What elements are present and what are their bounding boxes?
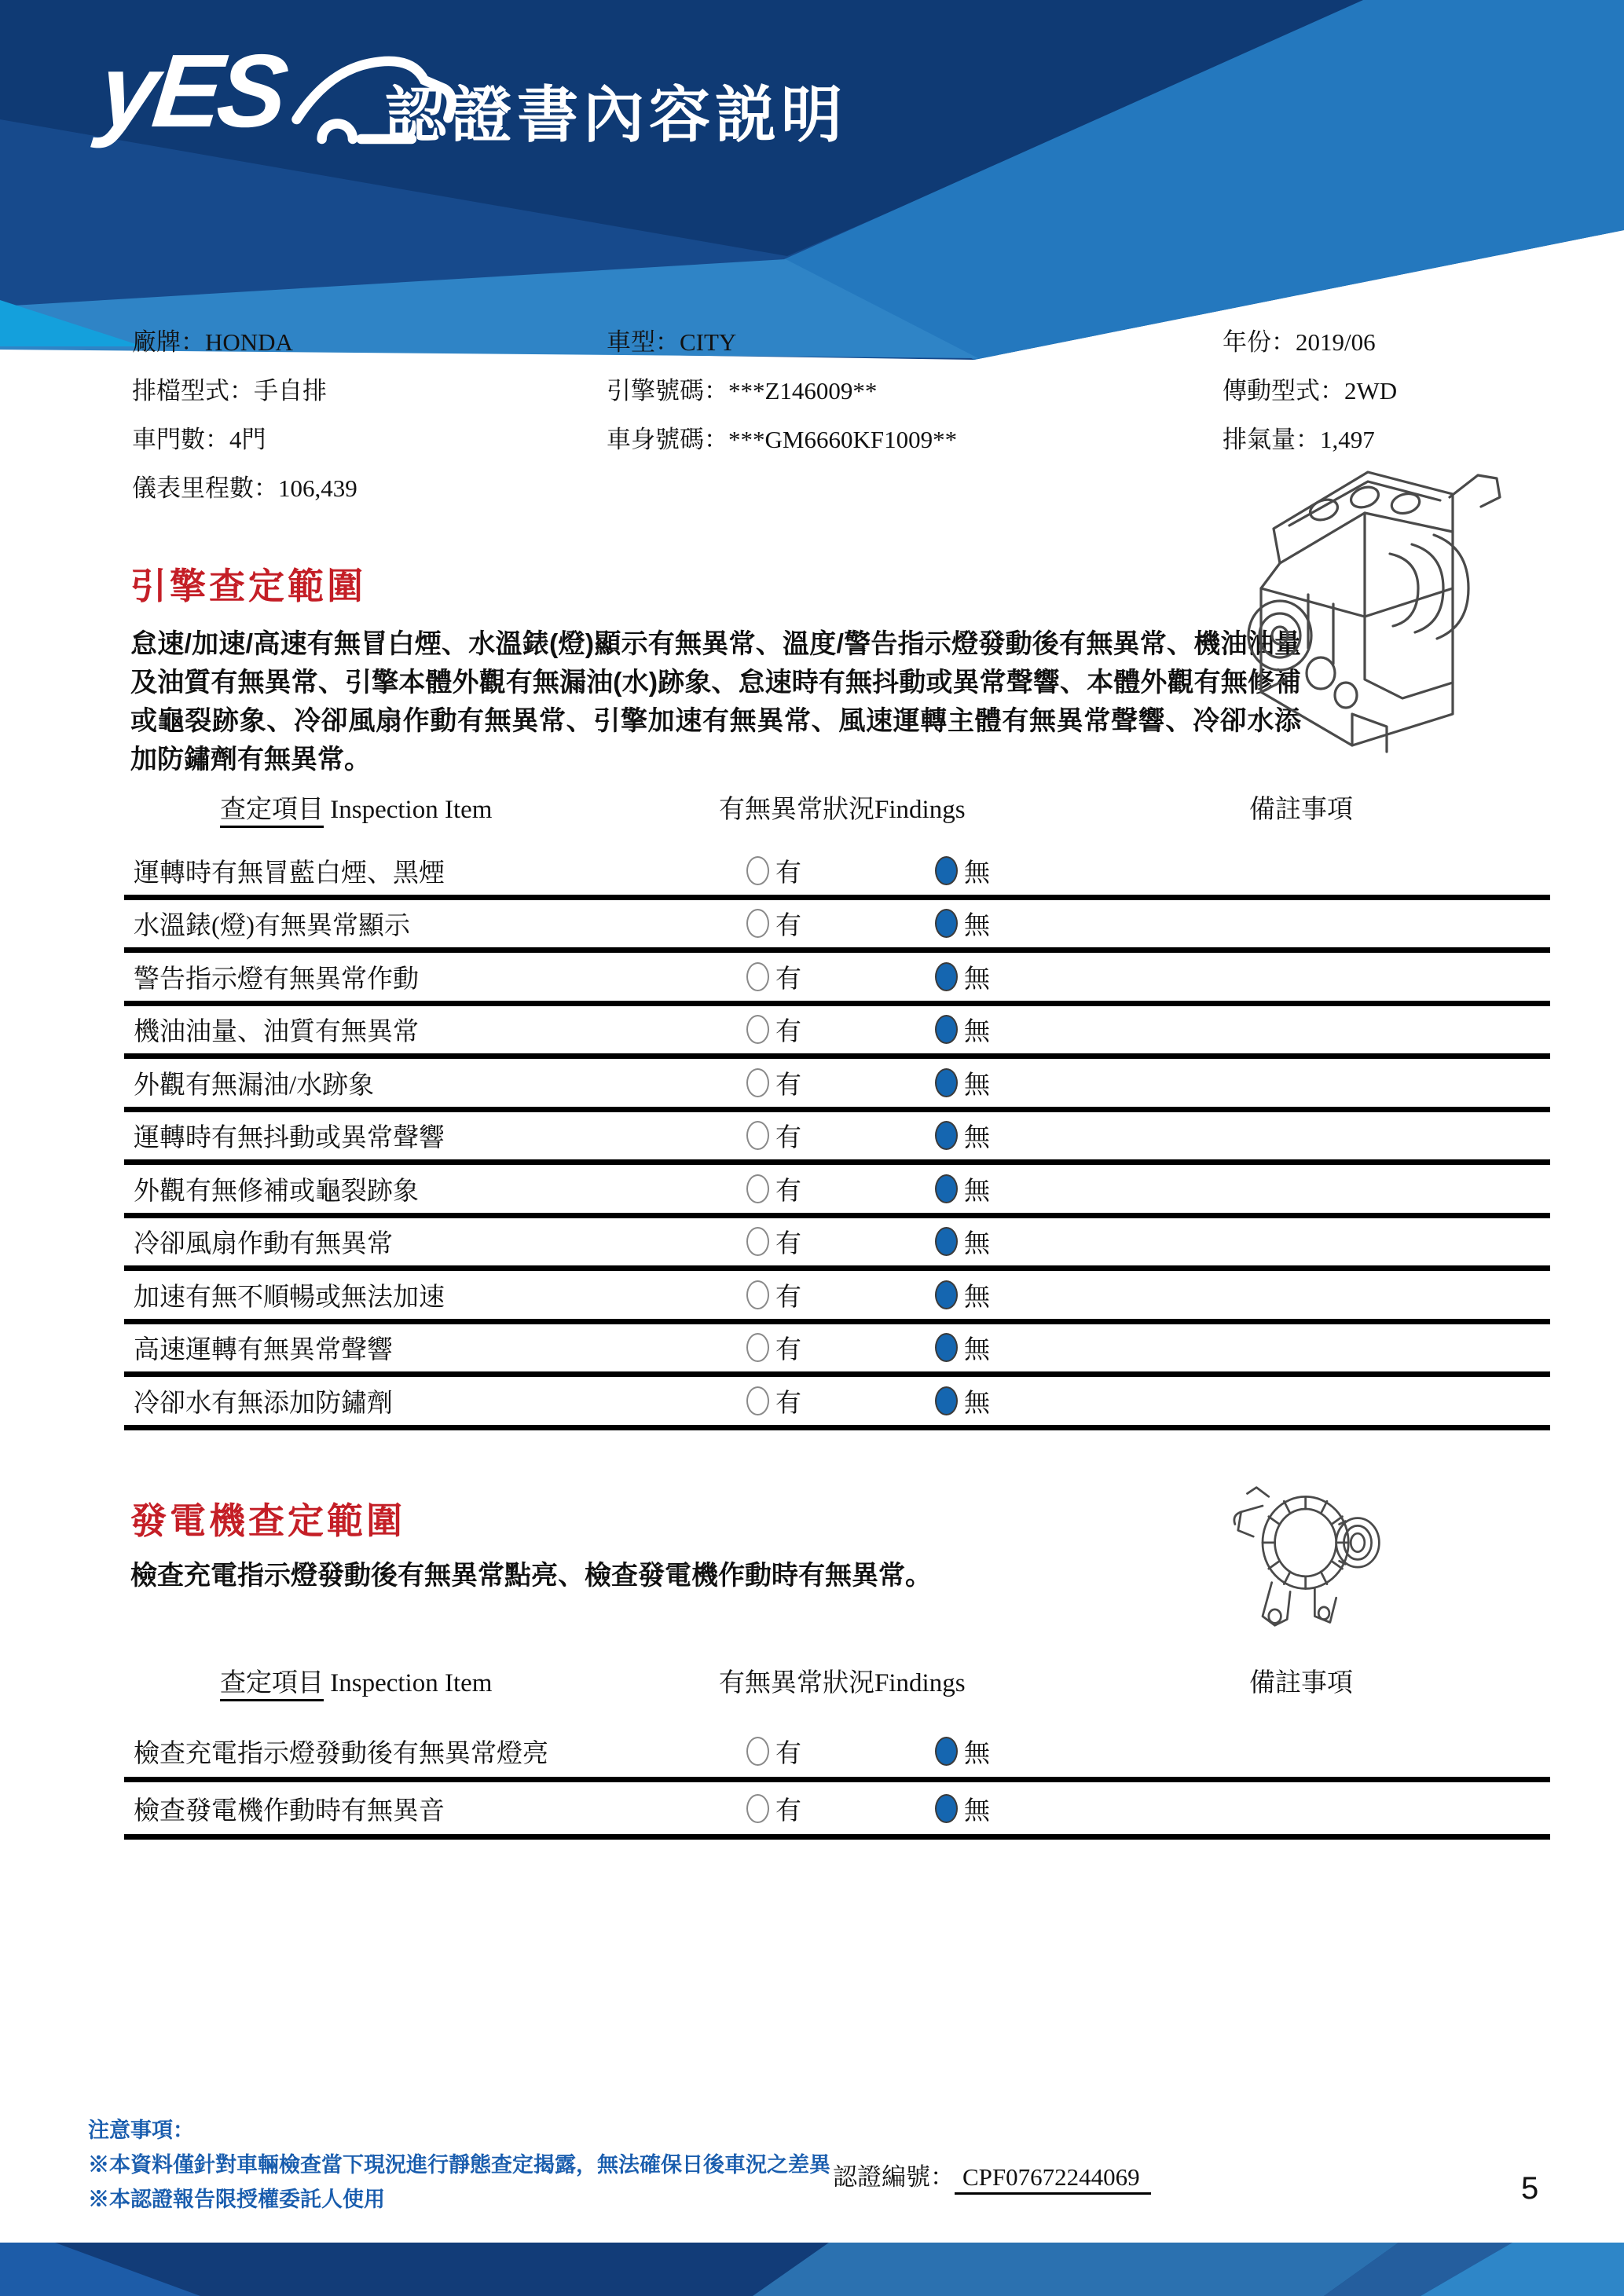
radio-no-icon[interactable] [935,1015,958,1044]
header-findings: 有無異常狀況Findings [719,796,966,824]
notes-title: 注意事項： [88,2118,194,2142]
radio-yes-label: 有 [775,1739,801,1768]
radio-yes-label: 有 [775,1796,801,1825]
radio-yes-icon[interactable] [746,1174,769,1203]
finding-no-option[interactable] [935,1064,990,1101]
radio-yes-icon[interactable] [746,1737,769,1766]
vehicle-info-line: 年份：2019/06 [1223,328,1376,356]
inspection-item-label: 檢查充電指示燈發動後有無異常燈亮 [134,1739,548,1768]
header-notes: 備註事項 [1249,1669,1353,1697]
header-notes: 備註事項 [1249,796,1353,824]
inspection-item-label: 運轉時有無冒藍白煙、黑煙 [134,859,445,888]
radio-no-label: 無 [964,1177,990,1206]
table-row [124,953,1550,1006]
table-row [124,1165,1550,1218]
radio-yes-icon[interactable] [746,1794,769,1823]
engine-inspection-table [124,847,1550,1430]
radio-no-label: 無 [964,859,990,888]
radio-yes-icon[interactable] [746,1015,769,1044]
finding-yes-option[interactable] [746,1733,801,1770]
engine-section-description: 怠速/加速/高速有無冒白煙、水溫錶(燈)顯示有無異常、溫度/警告指示燈發動後有無異常、機油油量及油質有無異常、引擎本體外觀有無漏油(水)跡象、怠速時有無抖動或異常聲響、本體外觀有無修補或龜裂跡象、冷卻風扇作動有無異常、引擎加速有無異常、風速運轉主體有無異常聲響、冷卻水添加防鏽劑有無異常。 [130,629,1301,774]
header-banner [0,0,1624,369]
radio-no-icon[interactable] [935,1386,958,1415]
table-row [124,1271,1550,1324]
inspection-item-label: 加速有無不順暢或無法加速 [134,1283,445,1312]
finding-yes-option[interactable] [746,1276,801,1313]
radio-no-icon[interactable] [935,909,958,938]
header-findings: 有無異常狀況Findings [719,1669,966,1697]
inspection-item-label: 外觀有無修補或龜裂跡象 [134,1177,419,1206]
alternator-illustration [1226,1475,1395,1636]
radio-yes-label: 有 [775,1071,801,1100]
page-title: 認證書內容説明 [385,80,848,149]
finding-no-option[interactable] [935,958,990,995]
radio-no-icon[interactable] [935,1280,958,1309]
radio-yes-icon[interactable] [746,856,769,885]
radio-yes-label: 有 [775,1389,801,1418]
radio-no-label: 無 [964,912,990,941]
finding-no-option[interactable] [935,1117,990,1154]
vehicle-info-line: 儀表里程數：106,439 [132,474,357,502]
generator-section-title: 發電機查定範圍 [130,1500,405,1541]
table-row [124,1218,1550,1272]
inspection-item-label: 外觀有無漏油/水跡象 [134,1071,375,1100]
finding-no-option[interactable] [935,905,990,942]
finding-yes-option[interactable] [746,905,801,942]
engine-section-title: 引擎查定範圍 [130,566,366,606]
finding-no-option[interactable] [935,1382,990,1419]
certificate-number-label: 認證編號： [833,2163,955,2191]
finding-yes-option[interactable] [746,1223,801,1260]
inspection-item-label: 水溫錶(燈)有無異常顯示 [134,912,410,941]
radio-no-icon[interactable] [935,1121,958,1150]
radio-yes-icon[interactable] [746,1280,769,1309]
finding-yes-option[interactable] [746,1382,801,1419]
vehicle-info-line: 車身號碼：***GM6660KF1009** [607,426,958,453]
vehicle-info-line: 車門數：4門 [132,426,266,453]
vehicle-info-line: 車型：CITY [607,328,737,356]
header-inspection-item: 查定項目 Inspection Item [220,1662,492,1699]
vehicle-info-column-1 [132,327,357,504]
radio-no-label: 無 [964,965,990,994]
radio-no-label: 無 [964,1018,990,1047]
inspection-item-label: 冷卻風扇作動有無異常 [134,1230,393,1259]
finding-yes-option[interactable] [746,1170,801,1207]
radio-yes-label: 有 [775,912,801,941]
vehicle-info-line: 排檔型式：手自排 [132,377,327,405]
radio-no-label: 無 [964,1124,990,1153]
finding-yes-option[interactable] [746,1011,801,1048]
table-row [124,1377,1550,1430]
yes-logo-text: yES [94,33,289,148]
inspection-item-label: 運轉時有無抖動或異常聲響 [134,1124,445,1153]
vehicle-info-line: 傳動型式：2WD [1223,377,1398,405]
radio-no-icon[interactable] [935,1794,958,1823]
radio-yes-label: 有 [775,1018,801,1047]
table-row [124,1059,1550,1112]
radio-yes-label: 有 [775,859,801,888]
engine-illustration [1214,444,1528,758]
radio-no-icon[interactable] [935,1068,958,1097]
radio-no-label: 無 [964,1739,990,1768]
radio-no-label: 無 [964,1071,990,1100]
radio-no-icon[interactable] [935,856,958,885]
inspection-item-label: 檢查發電機作動時有無異音 [134,1796,445,1825]
page-number: 5 [1521,2171,1539,2206]
finding-no-option[interactable] [935,1223,990,1260]
finding-no-option[interactable] [935,1329,990,1366]
finding-no-option[interactable] [935,1276,990,1313]
note-line: ※本資料僅針對車輛檢查當下現況進行靜態查定揭露，無法確保日後車況之差異 [88,2153,830,2177]
vehicle-info-column-2 [607,327,957,456]
footer-banner [0,2243,1624,2296]
radio-yes-label: 有 [775,1124,801,1153]
radio-yes-icon[interactable] [746,1333,769,1362]
inspection-item-label: 警告指示燈有無異常作動 [134,965,419,994]
vehicle-info-line: 排氣量：1,497 [1223,426,1375,453]
radio-yes-label: 有 [775,1230,801,1259]
table-row [124,1112,1550,1166]
table-row [124,1782,1550,1840]
radio-no-label: 無 [964,1230,990,1259]
radio-no-icon[interactable] [935,1227,958,1256]
table-row [124,847,1550,900]
finding-no-option[interactable] [935,1170,990,1207]
radio-yes-label: 有 [775,1336,801,1365]
radio-yes-label: 有 [775,965,801,994]
finding-yes-option[interactable] [746,958,801,995]
finding-yes-option[interactable] [746,852,801,889]
table-row [124,1006,1550,1060]
radio-no-icon[interactable] [935,1174,958,1203]
finding-yes-option[interactable] [746,1329,801,1366]
radio-no-icon[interactable] [935,1333,958,1362]
table-row [124,1725,1550,1782]
radio-no-icon[interactable] [935,962,958,991]
header-inspection-item: 查定項目 Inspection Item [220,789,492,826]
inspection-item-label: 機油油量、油質有無異常 [134,1018,419,1047]
radio-yes-label: 有 [775,1177,801,1206]
finding-no-option[interactable] [935,1790,990,1827]
radio-yes-label: 有 [775,1283,801,1312]
generator-section-description: 檢查充電指示燈發動後有無異常點亮、檢查發電機作動時有無異常。 [130,1561,932,1591]
table-row [124,1324,1550,1378]
table-row [124,900,1550,954]
radio-yes-icon[interactable] [746,909,769,938]
inspection-item-label: 冷卻水有無添加防鏽劑 [134,1389,393,1418]
radio-yes-icon[interactable] [746,962,769,991]
finding-yes-option[interactable] [746,1790,801,1827]
certificate-number-value: CPF07672244069 [955,2163,1151,2195]
generator-inspection-table [124,1725,1550,1840]
radio-no-icon[interactable] [935,1737,958,1766]
finding-no-option[interactable] [935,1011,990,1048]
radio-yes-icon[interactable] [746,1121,769,1150]
finding-yes-option[interactable] [746,1064,801,1101]
radio-no-label: 無 [964,1336,990,1365]
radio-yes-icon[interactable] [746,1068,769,1097]
radio-no-label: 無 [964,1796,990,1825]
vehicle-info-line: 引擎號碼：***Z146009** [607,377,878,405]
radio-yes-icon[interactable] [746,1227,769,1256]
finding-no-option[interactable] [935,1733,990,1770]
radio-no-label: 無 [964,1389,990,1418]
radio-no-label: 無 [964,1283,990,1312]
finding-no-option[interactable] [935,852,990,889]
footer-notes [88,2113,830,2217]
certificate-number [833,2157,1151,2192]
inspection-item-label: 高速運轉有無異常聲響 [134,1336,393,1365]
radio-yes-icon[interactable] [746,1386,769,1415]
finding-yes-option[interactable] [746,1117,801,1154]
vehicle-info-line: 廠牌：HONDA [132,328,293,356]
note-line: ※本認證報告限授權委託人使用 [88,2188,385,2211]
vehicle-info-column-3 [1223,327,1397,456]
